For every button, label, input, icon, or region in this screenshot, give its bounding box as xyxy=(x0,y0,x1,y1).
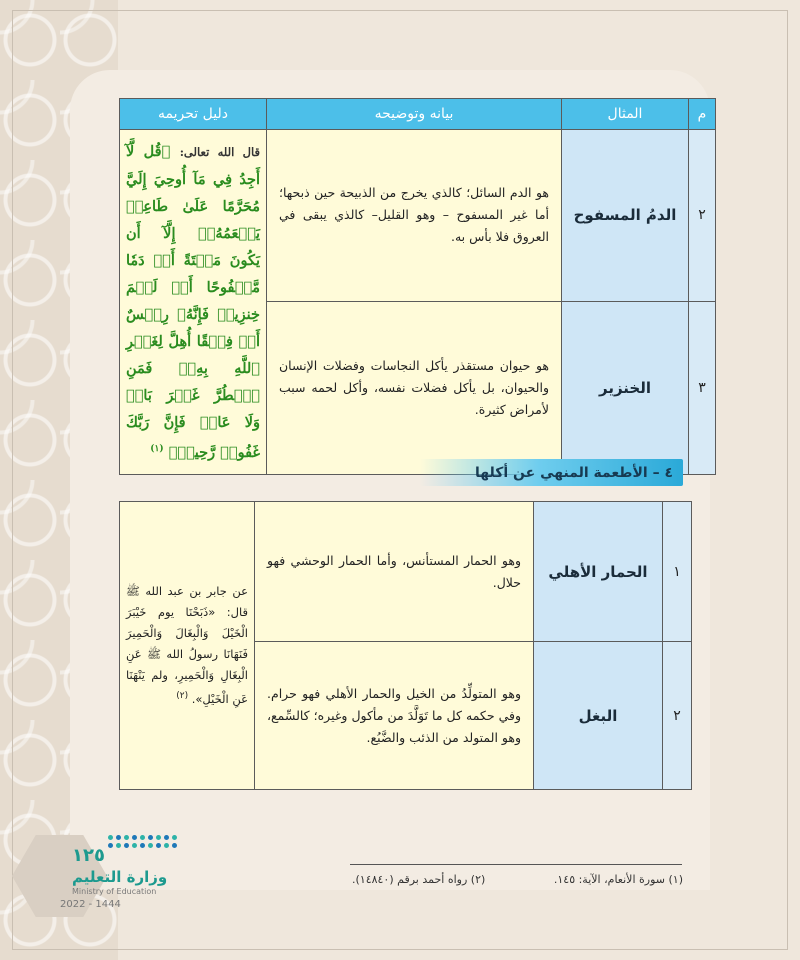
proof-cell-quran xyxy=(120,130,267,475)
quran-verse: ﴿قُل لَّآ أَجِدُ فِي مَآ أُوحِيَ إِلَيَّ مُحَرَّمًا عَلَىٰ طَاعِمٖ يَطۡعَمُهُۥٓ إِلَّآ أَن يَكُونَ مَيۡتَةً أَوۡ دَمٗا مَّسۡفُوحًا أَوۡ لَحۡمَ خِنزِيرٖ فَإِنَّهُۥ رِجۡسٌ أَوۡ فِسۡقًا أُهِلَّ لِغَيۡرِ ٱللَّهِ بِهِۦۚ فَمَنِ ٱضۡطُرَّ غَيۡرَ بَاغٖ وَلَا عَادٖ فَإِنَّ رَبَّكَ غَفُورٞ رَّحِيمٞ﴾ xyxy=(126,143,260,461)
row-name: الدمُ المسفوح xyxy=(562,130,689,302)
header-proof: دليل تحريمه xyxy=(120,99,267,130)
row-description: وهو الحمار المستأنس، وأما الحمار الوحشي فهو حلال. xyxy=(255,502,534,642)
table-row xyxy=(120,130,716,302)
ministry-logo xyxy=(12,835,187,950)
header-example: المثال xyxy=(562,99,689,130)
section-title: ٤ – الأطعمة المنهي عن أكلها xyxy=(420,459,683,486)
footnote-divider xyxy=(350,864,682,865)
row-description: هو حيوان مستقذر يأكل النجاسات وفضلات الإنسان والحيوان، بل يأكل فضلات نفسه، وأكل لحمه سبب لأمراض كثيرة. xyxy=(267,301,562,474)
footnote-2: (٢) رواه أحمد برقم (١٤٨٤٠). xyxy=(352,873,486,886)
footnote-ref-2: (٢) xyxy=(176,691,189,702)
header-number: م xyxy=(689,99,716,130)
header-explanation: بيانه وتوضيحه xyxy=(267,99,562,130)
ministry-name-en: Ministry of Education xyxy=(72,887,157,896)
row-description: وهو المتولِّدُ من الخيل والحمار الأهلي فهو حرام. وفي حكمه كل ما تَوَلَّدَ من مأكول وغيره؛ كالسِّمع، وهو المتولد من الذئب والضَّبُع. xyxy=(255,642,534,790)
row-description: هو الدم السائل؛ كالذي يخرج من الذبيحة حين ذبحها؛ أما غير المسفوح – وهو القليل– كالذي يبقى في العروق فلا بأس به. xyxy=(267,130,562,302)
table-header-row xyxy=(120,99,716,130)
row-name: البغل xyxy=(534,642,663,790)
quran-verse-block xyxy=(126,138,260,466)
edition-year: 2022 - 1444 xyxy=(60,899,121,910)
table-row xyxy=(120,502,692,642)
ministry-name-ar: وزارة التعليم xyxy=(72,868,168,886)
forbidden-foods-table-2 xyxy=(119,501,692,790)
footnote-ref-1: (١) xyxy=(150,444,164,454)
page-number: ١٢٥ xyxy=(72,845,105,866)
logo-dots-icon xyxy=(107,835,177,865)
row-name: الخنزير xyxy=(562,301,689,474)
footnote-1: (١) سورة الأنعام، الآية: ١٤٥. xyxy=(553,873,683,886)
row-number: ٣ xyxy=(689,301,716,474)
proof-cell-hadith xyxy=(120,502,255,790)
hadith-text: عن جابر بن عبد الله ﷺ قال: «ذَبَحْنَا يوم خَيْبَرَ الْخَيْلَ وَالْبِغَالَ وَالْحَمِيرَ فَنَهَانَا رسولُ الله ﷺ عَنِ الْبِغَالِ وَالْحَمِيرِ، ولم يَنْهَنَا عَنِ الْخَيْلِ». xyxy=(126,584,248,706)
forbidden-foods-table-1 xyxy=(119,98,716,475)
row-number: ١ xyxy=(663,502,692,642)
row-number: ٢ xyxy=(689,130,716,302)
quran-intro: قال الله تعالى: xyxy=(179,145,260,159)
hadith-block xyxy=(126,581,248,710)
row-name: الحمار الأهلي xyxy=(534,502,663,642)
row-number: ٢ xyxy=(663,642,692,790)
